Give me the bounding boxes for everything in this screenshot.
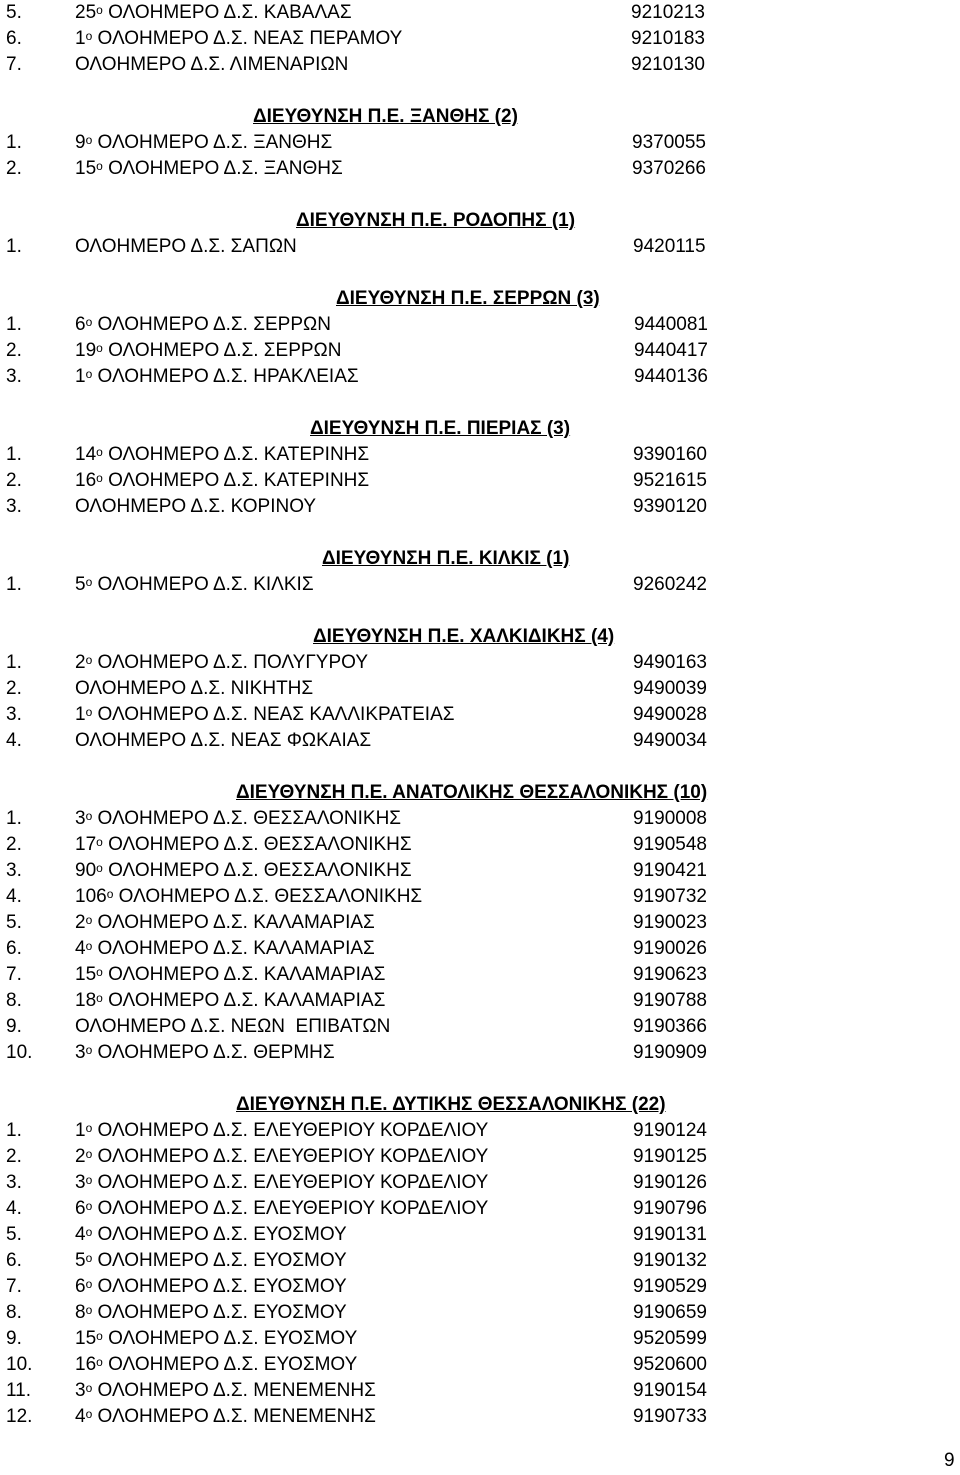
school-title: ΟΛΟΗΜΕΡΟ Δ.Σ. ΕΥΟΣΜΟΥ bbox=[92, 1276, 347, 1297]
school-name bbox=[75, 1404, 376, 1431]
school-title: ΟΛΟΗΜΕΡΟ Δ.Σ. ΣΕΡΡΩΝ bbox=[102, 340, 342, 361]
section-heading bbox=[0, 286, 960, 312]
item-number: 1. bbox=[6, 314, 22, 335]
school-name bbox=[75, 936, 375, 963]
item-number: 4. bbox=[6, 1198, 22, 1219]
ordinal-suffix: ο bbox=[96, 159, 103, 173]
ordinal-suffix: ο bbox=[85, 913, 93, 927]
ordinal-suffix: ο bbox=[85, 1199, 93, 1213]
school-title: ΟΛΟΗΜΕΡΟ Δ.Σ. ΕΛΕΥΘΕΡΙΟΥ ΚΟΡΔΕΛΙΟΥ bbox=[92, 1198, 489, 1219]
section bbox=[0, 260, 960, 390]
ordinal-number: 106 bbox=[75, 886, 107, 907]
ordinal-number: 16 bbox=[75, 470, 97, 491]
ordinal-number: 90 bbox=[75, 860, 97, 881]
ordinal-number: 19 bbox=[75, 340, 97, 361]
school-name bbox=[75, 1222, 347, 1249]
school-name bbox=[75, 26, 402, 53]
item-number: 6. bbox=[6, 28, 22, 49]
school-code: 9190788 bbox=[633, 990, 707, 1011]
ordinal-number: 15 bbox=[75, 158, 97, 179]
ordinal-suffix: ο bbox=[96, 1329, 103, 1343]
list-item bbox=[0, 312, 960, 338]
ordinal-number: 1 bbox=[75, 28, 86, 49]
section-gap bbox=[0, 390, 960, 416]
ordinal-suffix: ο bbox=[96, 835, 103, 849]
school-code: 9190732 bbox=[633, 886, 707, 907]
ordinal-number: 2 bbox=[75, 912, 86, 933]
school-name bbox=[75, 364, 359, 391]
ordinal-number: 5 bbox=[75, 1250, 86, 1271]
school-name bbox=[75, 52, 348, 79]
item-number: 3. bbox=[6, 1172, 22, 1193]
item-number: 7. bbox=[6, 964, 22, 985]
section-heading bbox=[0, 104, 960, 130]
ordinal-suffix: ο bbox=[85, 133, 93, 147]
school-title: ΟΛΟΗΜΕΡΟ Δ.Σ. ΕΥΟΣΜΟΥ bbox=[92, 1302, 347, 1323]
school-name bbox=[75, 650, 368, 677]
school-name bbox=[75, 1040, 335, 1067]
section bbox=[0, 754, 960, 1066]
item-number: 2. bbox=[6, 340, 22, 361]
ordinal-number: 3 bbox=[75, 1042, 86, 1063]
item-number: 1. bbox=[6, 808, 22, 829]
item-number: 2. bbox=[6, 1146, 22, 1167]
school-name bbox=[75, 728, 371, 755]
list-item bbox=[0, 52, 960, 78]
school-code: 9190733 bbox=[633, 1406, 707, 1427]
school-title: ΟΛΟΗΜΕΡΟ Δ.Σ. ΘΕΣΣΑΛΟΝΙΚΗΣ bbox=[102, 860, 412, 881]
ordinal-suffix: ο bbox=[85, 1303, 93, 1317]
section-heading-text: ΔΙΕΥΘΥΝΣΗ Π.Ε. ΚΙΛΚΙΣ (1) bbox=[322, 548, 570, 569]
item-number: 3. bbox=[6, 366, 22, 387]
section-gap bbox=[0, 754, 960, 780]
school-code: 9190659 bbox=[633, 1302, 707, 1323]
ordinal-number: 16 bbox=[75, 1354, 97, 1375]
school-code: 9440417 bbox=[634, 340, 708, 361]
school-title: ΟΛΟΗΜΕΡΟ Δ.Σ. ΜΕΝΕΜΕΝΗΣ bbox=[92, 1380, 376, 1401]
ordinal-suffix: ο bbox=[106, 887, 114, 901]
ordinal-number: 2 bbox=[75, 652, 86, 673]
school-title: ΟΛΟΗΜΕΡΟ Δ.Σ. ΝΕΑΣ ΠΕΡΑΜΟΥ bbox=[92, 28, 403, 49]
ordinal-suffix: ο bbox=[85, 1277, 93, 1291]
section bbox=[0, 78, 960, 182]
ordinal-suffix: ο bbox=[96, 991, 103, 1005]
school-code: 9521615 bbox=[633, 470, 707, 491]
item-number: 8. bbox=[6, 990, 22, 1011]
item-number: 7. bbox=[6, 54, 22, 75]
school-name bbox=[75, 312, 331, 339]
school-code: 9190008 bbox=[633, 808, 707, 829]
school-title: ΟΛΟΗΜΕΡΟ Δ.Σ. ΕΥΟΣΜΟΥ bbox=[92, 1250, 347, 1271]
ordinal-number: 6 bbox=[75, 314, 86, 335]
school-name bbox=[75, 962, 385, 989]
ordinal-suffix: ο bbox=[85, 1147, 93, 1161]
school-name bbox=[75, 494, 316, 521]
ordinal-suffix: ο bbox=[85, 1381, 93, 1395]
school-title: ΟΛΟΗΜΕΡΟ Δ.Σ. ΕΛΕΥΘΕΡΙΟΥ ΚΟΡΔΕΛΙΟΥ bbox=[92, 1172, 489, 1193]
school-code: 9260242 bbox=[633, 574, 707, 595]
school-name bbox=[75, 234, 297, 261]
school-name bbox=[75, 1378, 376, 1405]
school-name bbox=[75, 676, 313, 703]
school-title: ΟΛΟΗΜΕΡΟ Δ.Σ. ΞΑΝΘΗΣ bbox=[92, 132, 333, 153]
section-heading bbox=[0, 1092, 960, 1118]
item-number: 1. bbox=[6, 236, 22, 257]
school-title: ΟΛΟΗΜΕΡΟ Δ.Σ. ΝΕΑΣ ΚΑΛΛΙΚΡΑΤΕΙΑΣ bbox=[92, 704, 455, 725]
list-item bbox=[0, 468, 960, 494]
section-heading-text: ΔΙΕΥΘΥΝΣΗ Π.Ε. ΠΙΕΡΙΑΣ (3) bbox=[310, 418, 571, 439]
ordinal-suffix: ο bbox=[85, 1251, 93, 1265]
section-heading bbox=[0, 780, 960, 806]
list-item bbox=[0, 988, 960, 1014]
ordinal-number: 1 bbox=[75, 366, 86, 387]
school-title: ΟΛΟΗΜΕΡΟ Δ.Σ. ΚΑΤΕΡΙΝΗΣ bbox=[102, 444, 370, 465]
school-name bbox=[75, 1014, 390, 1041]
item-number: 5. bbox=[6, 912, 22, 933]
school-code: 9490028 bbox=[633, 704, 707, 725]
school-title: ΟΛΟΗΜΕΡΟ Δ.Σ. ΛΙΜΕΝΑΡΙΩΝ bbox=[75, 54, 349, 75]
school-code: 9190124 bbox=[633, 1120, 707, 1141]
school-name bbox=[75, 156, 343, 183]
list-item bbox=[0, 1300, 960, 1326]
section-gap bbox=[0, 1066, 960, 1092]
list-item bbox=[0, 936, 960, 962]
school-code: 9190623 bbox=[633, 964, 707, 985]
school-name bbox=[75, 1274, 347, 1301]
page-number: 9 bbox=[944, 1450, 955, 1471]
item-number: 4. bbox=[6, 730, 22, 751]
ordinal-number: 6 bbox=[75, 1198, 86, 1219]
school-code: 9190548 bbox=[633, 834, 707, 855]
ordinal-number: 8 bbox=[75, 1302, 86, 1323]
school-name bbox=[75, 572, 314, 599]
school-code: 9210130 bbox=[631, 54, 705, 75]
item-number: 1. bbox=[6, 132, 22, 153]
school-name bbox=[75, 988, 385, 1015]
section-gap bbox=[0, 520, 960, 546]
school-code: 9490163 bbox=[633, 652, 707, 673]
school-name bbox=[75, 130, 332, 157]
ordinal-suffix: ο bbox=[85, 1407, 93, 1421]
ordinal-suffix: ο bbox=[96, 861, 103, 875]
list-item bbox=[0, 494, 960, 520]
list-item bbox=[0, 702, 960, 728]
school-title: ΟΛΟΗΜΕΡΟ Δ.Σ. ΘΕΣΣΑΛΟΝΙΚΗΣ bbox=[102, 834, 412, 855]
section-heading-text: ΔΙΕΥΘΥΝΣΗ Π.Ε. ΔΥΤΙΚΗΣ ΘΕΣΣΑΛΟΝΙΚΗΣ (22) bbox=[236, 1094, 666, 1115]
item-number: 4. bbox=[6, 886, 22, 907]
school-title: ΟΛΟΗΜΕΡΟ Δ.Σ. ΠΟΛΥΓΥΡΟΥ bbox=[92, 652, 368, 673]
list-item bbox=[0, 1248, 960, 1274]
ordinal-suffix: ο bbox=[85, 1225, 93, 1239]
ordinal-suffix: ο bbox=[85, 315, 93, 329]
ordinal-number: 2 bbox=[75, 1146, 86, 1167]
school-title: ΟΛΟΗΜΕΡΟ Δ.Σ. ΕΥΟΣΜΟΥ bbox=[102, 1354, 358, 1375]
ordinal-number: 4 bbox=[75, 1406, 86, 1427]
ordinal-number: 17 bbox=[75, 834, 97, 855]
item-number: 2. bbox=[6, 470, 22, 491]
list-item bbox=[0, 1170, 960, 1196]
item-number: 6. bbox=[6, 938, 22, 959]
school-code: 9190132 bbox=[633, 1250, 707, 1271]
list-item bbox=[0, 1326, 960, 1352]
school-code: 9190421 bbox=[633, 860, 707, 881]
item-number: 5. bbox=[6, 1224, 22, 1245]
list-item bbox=[0, 1014, 960, 1040]
ordinal-suffix: ο bbox=[85, 367, 93, 381]
list-item bbox=[0, 572, 960, 598]
school-code: 9190909 bbox=[633, 1042, 707, 1063]
item-number: 7. bbox=[6, 1276, 22, 1297]
item-number: 3. bbox=[6, 860, 22, 881]
ordinal-suffix: ο bbox=[96, 341, 103, 355]
school-title: ΟΛΟΗΜΕΡΟ Δ.Σ. ΚΑΛΑΜΑΡΙΑΣ bbox=[92, 938, 375, 959]
item-number: 10. bbox=[6, 1042, 33, 1063]
list-item bbox=[0, 832, 960, 858]
school-code: 9390160 bbox=[633, 444, 707, 465]
school-title: ΟΛΟΗΜΕΡΟ Δ.Σ. ΚΑΒΑΛΑΣ bbox=[102, 2, 352, 23]
school-code: 9190366 bbox=[633, 1016, 707, 1037]
school-name bbox=[75, 1170, 488, 1197]
school-code: 9190126 bbox=[633, 1172, 707, 1193]
list-item bbox=[0, 858, 960, 884]
school-title: ΟΛΟΗΜΕΡΟ Δ.Σ. ΗΡΑΚΛΕΙΑΣ bbox=[92, 366, 359, 387]
school-name bbox=[75, 1352, 357, 1379]
school-title: ΟΛΟΗΜΕΡΟ Δ.Σ. ΘΕΡΜΗΣ bbox=[92, 1042, 335, 1063]
school-code: 9490039 bbox=[633, 678, 707, 699]
ordinal-suffix: ο bbox=[85, 1043, 93, 1057]
ordinal-suffix: ο bbox=[96, 445, 103, 459]
section-heading bbox=[0, 624, 960, 650]
school-name bbox=[75, 0, 352, 27]
list-item bbox=[0, 728, 960, 754]
school-code: 9490034 bbox=[633, 730, 707, 751]
school-name bbox=[75, 1248, 347, 1275]
section-heading-text: ΔΙΕΥΘΥΝΣΗ Π.Ε. ΣΕΡΡΩΝ (3) bbox=[336, 288, 600, 309]
school-name bbox=[75, 1144, 488, 1171]
school-title: ΟΛΟΗΜΕΡΟ Δ.Σ. ΞΑΝΘΗΣ bbox=[102, 158, 343, 179]
item-number: 12. bbox=[6, 1406, 33, 1427]
list-item bbox=[0, 156, 960, 182]
ordinal-suffix: ο bbox=[85, 939, 93, 953]
item-number: 5. bbox=[6, 2, 22, 23]
school-title: ΟΛΟΗΜΕΡΟ Δ.Σ. ΣΑΠΩΝ bbox=[75, 236, 297, 257]
ordinal-number: 1 bbox=[75, 1120, 86, 1141]
ordinal-suffix: ο bbox=[96, 1355, 103, 1369]
school-title: ΟΛΟΗΜΕΡΟ Δ.Σ. ΚΑΛΑΜΑΡΙΑΣ bbox=[92, 912, 375, 933]
section-gap bbox=[0, 260, 960, 286]
item-number: 6. bbox=[6, 1250, 22, 1271]
school-name bbox=[75, 1118, 488, 1145]
item-number: 1. bbox=[6, 1120, 22, 1141]
item-number: 8. bbox=[6, 1302, 22, 1323]
list-item bbox=[0, 962, 960, 988]
section-gap bbox=[0, 78, 960, 104]
ordinal-number: 4 bbox=[75, 938, 86, 959]
school-code: 9190796 bbox=[633, 1198, 707, 1219]
section bbox=[0, 182, 960, 260]
section-heading bbox=[0, 208, 960, 234]
list-item bbox=[0, 1404, 960, 1430]
ordinal-number: 3 bbox=[75, 1172, 86, 1193]
school-code: 9210213 bbox=[631, 2, 705, 23]
school-code: 9190026 bbox=[633, 938, 707, 959]
school-title: ΟΛΟΗΜΕΡΟ Δ.Σ. ΚΙΛΚΙΣ bbox=[92, 574, 314, 595]
school-code: 9190125 bbox=[633, 1146, 707, 1167]
list-item bbox=[0, 1040, 960, 1066]
school-name bbox=[75, 1196, 488, 1223]
school-code: 9440136 bbox=[634, 366, 708, 387]
ordinal-suffix: ο bbox=[96, 3, 103, 17]
school-code: 9190154 bbox=[633, 1380, 707, 1401]
ordinal-number: 18 bbox=[75, 990, 97, 1011]
ordinal-suffix: ο bbox=[85, 653, 93, 667]
school-name bbox=[75, 1300, 347, 1327]
ordinal-number: 15 bbox=[75, 964, 97, 985]
list-item bbox=[0, 26, 960, 52]
section bbox=[0, 598, 960, 754]
school-code: 9190023 bbox=[633, 912, 707, 933]
school-title: ΟΛΟΗΜΕΡΟ Δ.Σ. ΚΟΡΙΝΟΥ bbox=[75, 496, 317, 517]
ordinal-number: 4 bbox=[75, 1224, 86, 1245]
ordinal-number: 9 bbox=[75, 132, 86, 153]
ordinal-number: 3 bbox=[75, 808, 86, 829]
section-heading-text: ΔΙΕΥΘΥΝΣΗ Π.Ε. ΡΟΔΟΠΗΣ (1) bbox=[296, 210, 576, 231]
section bbox=[0, 390, 960, 520]
item-number: 2. bbox=[6, 158, 22, 179]
ordinal-number: 3 bbox=[75, 1380, 86, 1401]
school-code: 9370266 bbox=[632, 158, 706, 179]
school-name bbox=[75, 884, 422, 911]
school-title: ΟΛΟΗΜΕΡΟ Δ.Σ. ΣΕΡΡΩΝ bbox=[92, 314, 331, 335]
school-title: ΟΛΟΗΜΕΡΟ Δ.Σ. ΕΛΕΥΘΕΡΙΟΥ ΚΟΡΔΕΛΙΟΥ bbox=[92, 1120, 489, 1141]
school-code: 9520600 bbox=[633, 1354, 707, 1375]
item-number: 11. bbox=[6, 1380, 32, 1401]
section-heading-text: ΔΙΕΥΘΥΝΣΗ Π.Ε. ΞΑΝΘΗΣ (2) bbox=[253, 106, 518, 127]
list-item bbox=[0, 234, 960, 260]
school-title: ΟΛΟΗΜΕΡΟ Δ.Σ. ΚΑΛΑΜΑΡΙΑΣ bbox=[102, 964, 386, 985]
section bbox=[0, 520, 960, 598]
school-name bbox=[75, 1326, 357, 1353]
list-item bbox=[0, 806, 960, 832]
school-title: ΟΛΟΗΜΕΡΟ Δ.Σ. ΕΥΟΣΜΟΥ bbox=[102, 1328, 358, 1349]
ordinal-suffix: ο bbox=[85, 575, 93, 589]
ordinal-suffix: ο bbox=[85, 1173, 93, 1187]
section-heading bbox=[0, 416, 960, 442]
school-name bbox=[75, 858, 412, 885]
list-item bbox=[0, 650, 960, 676]
list-item bbox=[0, 130, 960, 156]
school-code: 9420115 bbox=[633, 236, 706, 257]
ordinal-number: 14 bbox=[75, 444, 97, 465]
school-name bbox=[75, 338, 341, 365]
list-item bbox=[0, 884, 960, 910]
list-item bbox=[0, 1352, 960, 1378]
item-number: 9. bbox=[6, 1328, 22, 1349]
ordinal-suffix: ο bbox=[85, 1121, 93, 1135]
school-name bbox=[75, 702, 455, 729]
school-title: ΟΛΟΗΜΕΡΟ Δ.Σ. ΝΙΚΗΤΗΣ bbox=[75, 678, 314, 699]
item-number: 2. bbox=[6, 834, 22, 855]
school-code: 9210183 bbox=[631, 28, 705, 49]
section-gap bbox=[0, 598, 960, 624]
school-code: 9190131 bbox=[633, 1224, 707, 1245]
list-item bbox=[0, 1274, 960, 1300]
school-title: ΟΛΟΗΜΕΡΟ Δ.Σ. ΚΑΛΑΜΑΡΙΑΣ bbox=[102, 990, 386, 1011]
item-number: 1. bbox=[6, 444, 22, 465]
school-title: ΟΛΟΗΜΕΡΟ Δ.Σ. ΝΕΑΣ ΦΩΚΑΙΑΣ bbox=[75, 730, 372, 751]
ordinal-suffix: ο bbox=[96, 471, 103, 485]
school-name bbox=[75, 910, 375, 937]
school-title: ΟΛΟΗΜΕΡΟ Δ.Σ. ΕΛΕΥΘΕΡΙΟΥ ΚΟΡΔΕΛΙΟΥ bbox=[92, 1146, 489, 1167]
item-number: 1. bbox=[6, 652, 22, 673]
school-code: 9370055 bbox=[632, 132, 706, 153]
ordinal-suffix: ο bbox=[85, 705, 93, 719]
item-number: 9. bbox=[6, 1016, 22, 1037]
section bbox=[0, 1066, 960, 1430]
list-item bbox=[0, 1118, 960, 1144]
section bbox=[0, 0, 960, 78]
ordinal-suffix: ο bbox=[96, 965, 103, 979]
ordinal-number: 5 bbox=[75, 574, 86, 595]
list-item bbox=[0, 0, 960, 26]
ordinal-suffix: ο bbox=[85, 29, 93, 43]
school-code: 9440081 bbox=[634, 314, 708, 335]
section-heading-text: ΔΙΕΥΘΥΝΣΗ Π.Ε. ΑΝΑΤΟΛΙΚΗΣ ΘΕΣΣΑΛΟΝΙΚΗΣ (10) bbox=[236, 782, 708, 803]
list-item bbox=[0, 1378, 960, 1404]
list-item bbox=[0, 442, 960, 468]
list-item bbox=[0, 910, 960, 936]
school-code: 9190529 bbox=[633, 1276, 707, 1297]
list-item bbox=[0, 676, 960, 702]
school-name bbox=[75, 832, 412, 859]
section-heading-text: ΔΙΕΥΘΥΝΣΗ Π.Ε. ΧΑΛΚΙΔΙΚΗΣ (4) bbox=[313, 626, 615, 647]
item-number: 3. bbox=[6, 496, 22, 517]
ordinal-number: 6 bbox=[75, 1276, 86, 1297]
school-code: 9520599 bbox=[633, 1328, 707, 1349]
ordinal-number: 15 bbox=[75, 1328, 97, 1349]
ordinal-suffix: ο bbox=[85, 809, 93, 823]
ordinal-number: 25 bbox=[75, 2, 97, 23]
item-number: 3. bbox=[6, 704, 22, 725]
school-code: 9390120 bbox=[633, 496, 707, 517]
list-item bbox=[0, 364, 960, 390]
section-gap bbox=[0, 182, 960, 208]
section-heading bbox=[0, 546, 960, 572]
school-title: ΟΛΟΗΜΕΡΟ Δ.Σ. ΘΕΣΣΑΛΟΝΙΚΗΣ bbox=[92, 808, 402, 829]
school-name bbox=[75, 806, 401, 833]
school-title: ΟΛΟΗΜΕΡΟ Δ.Σ. ΕΥΟΣΜΟΥ bbox=[92, 1224, 347, 1245]
item-number: 1. bbox=[6, 574, 22, 595]
school-title: ΟΛΟΗΜΕΡΟ Δ.Σ. ΚΑΤΕΡΙΝΗΣ bbox=[102, 470, 370, 491]
list-item bbox=[0, 1222, 960, 1248]
ordinal-number: 1 bbox=[75, 704, 86, 725]
list-item bbox=[0, 1196, 960, 1222]
school-name bbox=[75, 468, 369, 495]
school-name bbox=[75, 442, 369, 469]
school-title: ΟΛΟΗΜΕΡΟ Δ.Σ. ΘΕΣΣΑΛΟΝΙΚΗΣ bbox=[113, 886, 423, 907]
school-title: ΟΛΟΗΜΕΡΟ Δ.Σ. ΝΕΩΝ ΕΠΙΒΑΤΩΝ bbox=[75, 1016, 391, 1037]
list-item bbox=[0, 338, 960, 364]
school-title: ΟΛΟΗΜΕΡΟ Δ.Σ. ΜΕΝΕΜΕΝΗΣ bbox=[92, 1406, 376, 1427]
item-number: 2. bbox=[6, 678, 22, 699]
item-number: 10. bbox=[6, 1354, 33, 1375]
list-item bbox=[0, 1144, 960, 1170]
